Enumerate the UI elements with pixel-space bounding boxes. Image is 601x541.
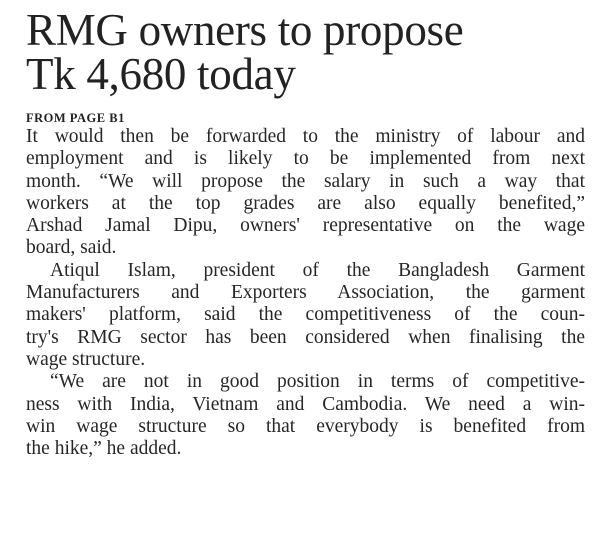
headline-line-2: Tk 4,680 today <box>26 49 296 99</box>
text-line: ness with India, Vietnam and Cambodia. We need a win- <box>26 393 585 415</box>
text-line: month. “We will propose the salary in such a way that <box>26 170 585 192</box>
text-line: workers at the top grades are also equally benefited,” <box>26 192 585 214</box>
text-line: board, said. <box>26 237 117 259</box>
jump-line: FROM PAGE B1 <box>26 111 125 125</box>
headline-line-1: RMG owners to propose <box>26 5 464 55</box>
headline <box>26 5 585 99</box>
text-line: It would then be forwarded to the ministry of labour and <box>26 126 585 147</box>
text-line: win wage structure so that everybody is benefited from <box>26 415 585 437</box>
text-line: try's RMG sector has been considered when finalising the <box>26 326 585 348</box>
text-line: employment and is likely to be implemented from next <box>26 148 585 170</box>
text-line: the hike,” he added. <box>26 438 182 460</box>
text-line: Arshad Jamal Dipu, owners' representative on the wage <box>26 215 585 237</box>
paragraph-1 <box>26 126 585 260</box>
text-line: “We are not in good position in terms of competitive- <box>50 371 585 393</box>
text-line: makers' platform, said the competitiveness of the coun- <box>26 304 585 326</box>
text-line: Atiqul Islam, president of the Bangladesh Garment <box>50 259 585 281</box>
text-line: wage structure. <box>26 348 146 370</box>
paragraph-2 <box>26 260 585 371</box>
paragraph-3 <box>26 371 585 460</box>
text-line: Manufacturers and Exporters Association, the garment <box>26 282 585 304</box>
